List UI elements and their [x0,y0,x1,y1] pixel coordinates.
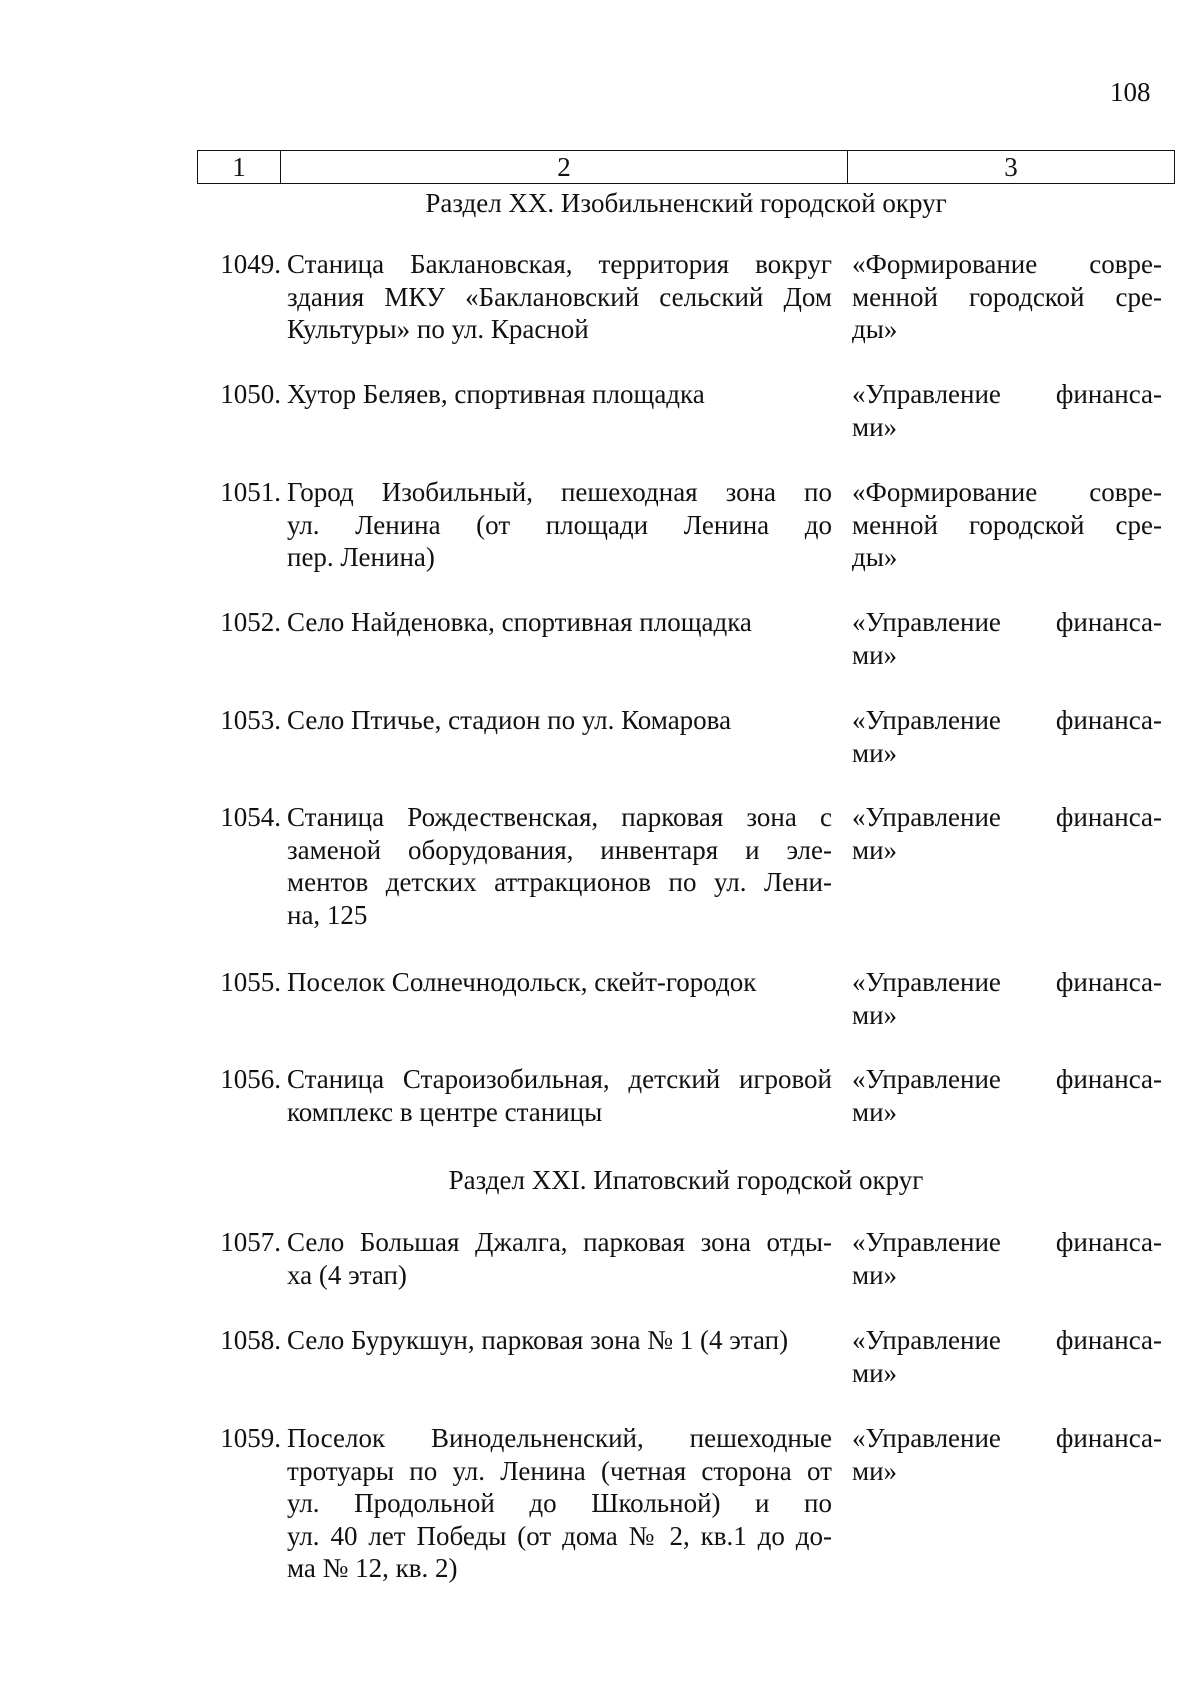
description-line: заменой оборудования, инвентаря и эле- [287,834,832,865]
program-line: «Управление финанса- [852,379,1162,409]
program-line: ми» [852,834,898,865]
description-line: Поселок Винодельненский, пешеходные [287,1423,832,1453]
program-line: ми» [852,1357,898,1388]
program-line: «Формирование совре- [852,249,1162,279]
program-line: менной городской сре- [852,509,1162,540]
description-line: Село Найденовка, спортивная площадка [287,607,752,637]
item-program [852,704,1162,769]
column-header-table [197,150,1175,184]
column-header-2: 2 [281,151,848,184]
description-line: Станица Рождественская, парковая зона с [287,802,832,832]
column-header-1: 1 [198,151,281,184]
item-number: 1056. [220,1064,281,1094]
description-line: здания МКУ «Баклановский сельский Дом [287,281,832,312]
item-number: 1055. [220,967,281,997]
item-program [852,1422,1162,1487]
section-title-xxi: Раздел XXI. Ипатовский городской округ [448,1165,924,1195]
item-number: 1050. [220,379,281,409]
description-line: на, 125 [287,899,368,930]
item-number: 1052. [220,607,281,637]
item-number: 1058. [220,1325,281,1355]
program-line: ми» [852,999,898,1030]
column-header-row [198,151,1175,184]
description-line: ул. 40 лет Победы (от дома № 2, кв.1 до до- [287,1520,832,1551]
program-line: «Управление финанса- [852,1064,1162,1094]
program-line: ми» [852,1455,898,1486]
item-program [852,378,1162,443]
description-line: Город Изобильный, пешеходная зона по [287,477,832,507]
program-line: ды» [852,542,898,572]
description-line: Культуры» по ул. Красной [287,314,589,344]
item-description [287,1226,832,1291]
program-line: ми» [852,737,898,768]
program-line: ды» [852,314,898,344]
program-line: «Управление финанса- [852,802,1162,832]
item-program [852,801,1162,866]
program-line: ми» [852,1259,898,1290]
program-line: «Управление финанса- [852,1227,1162,1257]
program-line: ми» [852,1096,898,1127]
item-description [287,606,832,639]
description-line: тротуары по ул. Ленина (четная сторона от [287,1455,832,1486]
description-line: пер. Ленина) [287,542,435,572]
item-number: 1059. [220,1423,281,1453]
section-title-xx: Раздел XX. Изобильненский городской округ [425,188,947,218]
item-number: 1049. [220,249,281,279]
description-line: Село Бурукшун, парковая зона № 1 (4 этап) [287,1325,789,1355]
item-number: 1054. [220,802,281,832]
description-line: ул. Ленина (от площади Ленина до [287,509,832,540]
item-description [287,1324,832,1357]
program-line: менной городской сре- [852,281,1162,312]
item-description [287,704,832,737]
description-line: ма № 12, кв. 2) [287,1553,458,1583]
item-description [287,1422,832,1585]
item-description [287,966,832,999]
description-line: Станица Староизобильная, детский игровой [287,1064,832,1094]
item-program [852,606,1162,671]
program-line: ми» [852,639,898,670]
page-number: 108 [1110,77,1151,107]
description-line: Село Большая Джалга, парковая зона отды- [287,1227,832,1257]
item-program [852,476,1162,574]
program-line: «Управление финанса- [852,967,1162,997]
item-description [287,1063,832,1128]
program-line: «Управление финанса- [852,705,1162,735]
description-line: Хутор Беляев, спортивная площадка [287,379,705,409]
item-program [852,966,1162,1031]
item-number: 1053. [220,705,281,735]
program-line: «Управление финанса- [852,1325,1162,1355]
item-program [852,248,1162,346]
description-line: ментов детских аттракционов по ул. Лени- [287,867,832,897]
item-description [287,476,832,574]
program-line: ми» [852,411,898,442]
program-line: «Управление финанса- [852,607,1162,637]
description-line: комплекс в центре станицы [287,1096,603,1127]
description-line: Поселок Солнечнодольск, скейт-городок [287,967,757,997]
item-description [287,801,832,931]
item-number: 1051. [220,477,281,507]
column-header-3: 3 [848,151,1175,184]
item-program [852,1063,1162,1128]
item-description [287,378,832,411]
description-line: ул. Продольной до Школьной) и по [287,1488,832,1518]
item-number: 1057. [220,1227,281,1257]
description-line: Станица Баклановская, территория вокруг [287,249,832,279]
program-line: «Управление финанса- [852,1423,1162,1453]
item-description [287,248,832,346]
program-line: «Формирование совре- [852,477,1162,507]
item-program [852,1226,1162,1291]
description-line: Село Птичье, стадион по ул. Комарова [287,705,732,735]
item-program [852,1324,1162,1389]
description-line: ха (4 этап) [287,1259,407,1290]
